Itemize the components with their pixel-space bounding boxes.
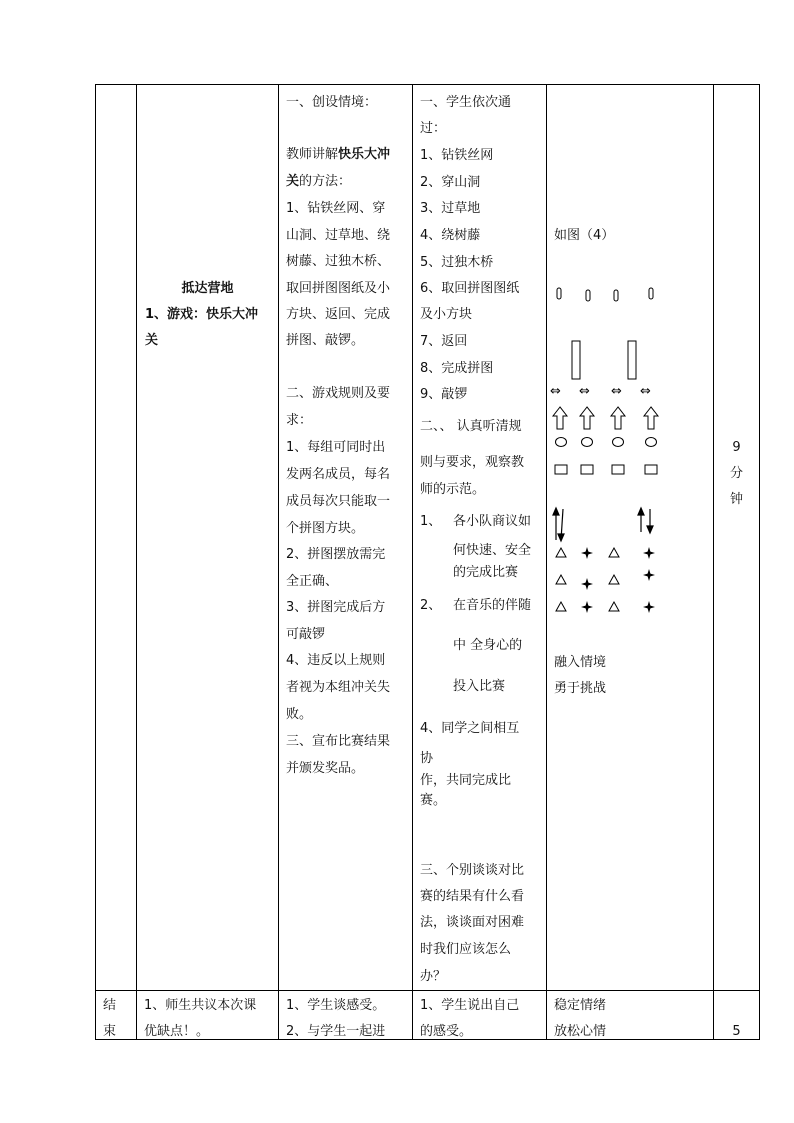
- time-unit: 分: [729, 466, 743, 481]
- closing-teacher-line: 2、与学生一起进: [286, 1024, 386, 1039]
- pole-icon: [649, 288, 653, 299]
- closing-org-line: 稳定情绪: [554, 998, 607, 1013]
- head3-line: 赛的结果有什么看: [420, 889, 525, 904]
- item2-line: 在音乐的伴随: [453, 598, 532, 613]
- method-line: 方块、返回、完成: [286, 307, 391, 322]
- rule-line: 三、宣布比赛结果: [286, 734, 391, 749]
- closing-teacher-cell: [279, 991, 413, 1040]
- triangle-icon: [556, 548, 566, 557]
- square-icon: [555, 465, 567, 474]
- pole-icon: [586, 290, 590, 301]
- teacher-cell: [279, 85, 413, 991]
- rule-line: 成员每次只能取一: [286, 494, 391, 509]
- rule-line: 1、每组可同时出: [286, 440, 386, 455]
- content-cell: [137, 85, 279, 991]
- closing-content-line: 优缺点！。: [144, 1024, 210, 1039]
- formation-diagram: [547, 85, 713, 645]
- method-line: 拼图、敲锣。: [286, 333, 365, 348]
- triangle-icon: [609, 575, 619, 584]
- item2-number: 2、: [420, 598, 442, 613]
- closing-label-cell: [96, 991, 137, 1040]
- rule-line: 个拼图方块。: [286, 521, 365, 536]
- double-arrow-icon: ⇔: [640, 384, 651, 399]
- head3-line: 办？: [420, 969, 447, 984]
- method-line: 取回拼图图纸及小: [286, 281, 391, 296]
- rule-line: 发两名成员，每名: [286, 467, 391, 482]
- closing-student-line: 的感受。: [420, 1024, 473, 1039]
- rule-line: 并颁发奖品。: [286, 761, 365, 776]
- student-head2: 二、、 认真听清规: [420, 419, 522, 434]
- circle-icon: [582, 438, 593, 447]
- closing-content-cell: [137, 991, 279, 1040]
- teacher-head2: 二、游戏规则及要: [286, 386, 391, 401]
- circle-icon: [646, 438, 657, 447]
- triangle-icon: [556, 602, 566, 611]
- rule-line: 4、违反以上规则: [286, 653, 386, 668]
- rule-line: 者视为本组冲关失: [286, 680, 391, 695]
- game-label: 1、游戏：快乐大冲: [145, 307, 259, 322]
- up-arrow-icon: [553, 407, 567, 429]
- step-line: 8、完成拼图: [420, 361, 494, 376]
- item1-line: 的完成比赛: [453, 565, 519, 580]
- pole-icon: [557, 288, 561, 299]
- student-head2-line: 师的示范。: [420, 482, 486, 497]
- head3-line: 时我们应该怎么: [420, 942, 512, 957]
- org-note: 融入情境: [554, 655, 607, 670]
- closing-content-line: 1、师生共议本次课: [144, 998, 257, 1013]
- student-cell: [413, 85, 547, 991]
- up-arrow-icon: [580, 407, 594, 429]
- closing-org-line: 放松心情: [554, 1024, 607, 1039]
- lesson-plan-table: [95, 84, 760, 1040]
- star-icon: [581, 578, 593, 590]
- closing-label: 结: [103, 998, 117, 1013]
- formation-caption: 如图（4）: [554, 228, 615, 243]
- item1-line: 各小队商议如: [453, 514, 532, 529]
- star-icon: [581, 601, 593, 613]
- teacher-head1: 一、创设情境：: [286, 95, 378, 110]
- tunnel-icon: [572, 341, 580, 379]
- step-line: 6、取回拼图图纸: [420, 281, 520, 296]
- circle-icon: [613, 438, 624, 447]
- game-row: [96, 85, 760, 991]
- method-line: 山洞、过草地、绕: [286, 228, 391, 243]
- teacher-head2-cont: 求：: [286, 413, 313, 428]
- double-arrow-icon: ⇔: [550, 384, 561, 399]
- arrow-head: [558, 534, 564, 541]
- star-icon: [643, 547, 655, 559]
- time-digit: 9: [732, 440, 741, 455]
- star-icon: [643, 601, 655, 613]
- triangle-icon: [609, 548, 619, 557]
- game-label-cont: 关: [145, 333, 159, 348]
- step-line: 2、穿山洞: [420, 175, 481, 190]
- time-unit: 钟: [729, 492, 743, 507]
- tunnel-icon: [628, 341, 636, 379]
- closing-student-cell: [413, 991, 547, 1040]
- item1-line: 何快速、安全: [453, 543, 532, 558]
- closing-org-cell: [547, 991, 714, 1040]
- triangle-icon: [609, 602, 619, 611]
- closing-label: 束: [103, 1024, 117, 1039]
- square-icon: [645, 465, 657, 474]
- method-line: 1、钻铁丝网、穿: [286, 201, 386, 216]
- item2-line: 投入比赛: [453, 679, 506, 694]
- student-head1-cont: 过：: [420, 121, 447, 136]
- arrow-head: [647, 526, 653, 533]
- stage-title: 抵达营地: [181, 281, 234, 296]
- item4-line: 赛。: [420, 793, 447, 808]
- head3-line: 三、个别谈谈对比: [420, 863, 525, 878]
- closing-time: 5: [732, 1024, 741, 1039]
- student-head1: 一、学生依次通: [420, 95, 512, 110]
- square-icon: [581, 465, 593, 474]
- circle-icon: [556, 438, 567, 447]
- step-line: 3、过草地: [420, 201, 481, 216]
- arrow-head: [553, 508, 559, 515]
- teacher-intro: 教师讲解快乐大冲: [286, 147, 391, 162]
- step-line: 5、过独木桥: [420, 255, 494, 270]
- arrow-head: [638, 508, 644, 515]
- step-line: 及小方块: [420, 307, 473, 322]
- stage-cell: [96, 85, 137, 991]
- closing-time-cell: [714, 991, 760, 1040]
- up-arrow-icon: [611, 407, 625, 429]
- step-line: 9、敲锣: [420, 387, 468, 402]
- star-icon: [643, 569, 655, 581]
- teacher-intro-cont: 关的方法：: [286, 174, 352, 189]
- org-note: 勇于挑战: [554, 681, 607, 696]
- rule-line: 败。: [286, 707, 313, 722]
- closing-row: [96, 991, 760, 1040]
- double-arrow-icon: ⇔: [579, 384, 590, 399]
- method-line: 树藤、过独木桥、: [286, 254, 391, 269]
- step-line: 4、绕树藤: [420, 228, 481, 243]
- item4-line: 协: [420, 751, 434, 766]
- item4-line: 4、同学之间相互: [420, 721, 520, 736]
- time-cell: [714, 85, 760, 991]
- double-arrow-icon: ⇔: [611, 384, 622, 399]
- triangle-icon: [556, 575, 566, 584]
- item1-number: 1、: [420, 514, 442, 529]
- rule-line: 全正确、: [286, 574, 339, 589]
- square-icon: [612, 465, 624, 474]
- item4-line: 作，共同完成比: [420, 773, 512, 788]
- rule-line: 可敲锣: [286, 627, 326, 642]
- item2-line: 中 全身心的: [453, 638, 523, 653]
- rule-line: 3、拼图完成后方: [286, 600, 386, 615]
- step-line: 1、钻铁丝网: [420, 148, 494, 163]
- star-icon: [581, 547, 593, 559]
- pole-icon: [614, 290, 618, 301]
- closing-student-line: 1、学生说出自己: [420, 998, 520, 1013]
- rule-line: 2、拼图摆放需完: [286, 547, 386, 562]
- step-line: 7、返回: [420, 334, 468, 349]
- closing-teacher-line: 1、学生谈感受。: [286, 998, 386, 1013]
- up-arrow-icon: [644, 407, 658, 429]
- student-head2-line: 则与要求，观察教: [420, 455, 525, 470]
- head3-line: 法，谈谈面对困难: [420, 915, 525, 930]
- organization-cell: [547, 85, 714, 991]
